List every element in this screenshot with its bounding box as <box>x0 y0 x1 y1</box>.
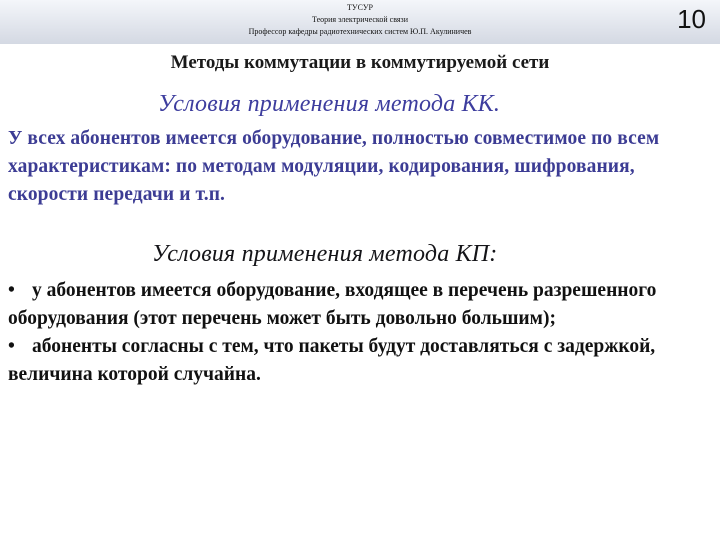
header-institution: ТУСУР <box>347 3 373 12</box>
list-item <box>8 333 714 389</box>
list-item <box>8 277 714 333</box>
kk-conditions-heading: Условия применения метода КК. <box>158 91 501 117</box>
bullet-icon: • <box>8 280 15 301</box>
kp-conditions-heading: Условия применения метода КП: <box>152 241 498 267</box>
slide-number: 10 <box>677 4 706 34</box>
kp-conditions-list <box>8 277 714 389</box>
slide-title: Методы коммутации в коммутируемой сети <box>170 52 550 73</box>
header-band <box>0 0 720 44</box>
header-text <box>150 2 570 38</box>
bullet-text: абоненты согласны с тем, что пакеты будут доставляться с задержкой, величина которой случайна. <box>8 336 656 385</box>
header-author: Профессор кафедры радиотехнических систем Ю.П. Акулиничев <box>248 27 472 36</box>
bullet-text: у абонентов имеется оборудование, входящее в перечень разрешенного оборудования (этот перечень может быть довольно большим); <box>8 280 657 329</box>
kk-conditions-text: У всех абонентов имеется оборудование, полностью совместимое по всем характеристикам: по методам модуляции, кодирования, шифрования, скорости передачи и т.п. <box>8 128 660 205</box>
header-course: Теория электрической связи <box>311 15 408 24</box>
bullet-icon: • <box>8 336 15 357</box>
